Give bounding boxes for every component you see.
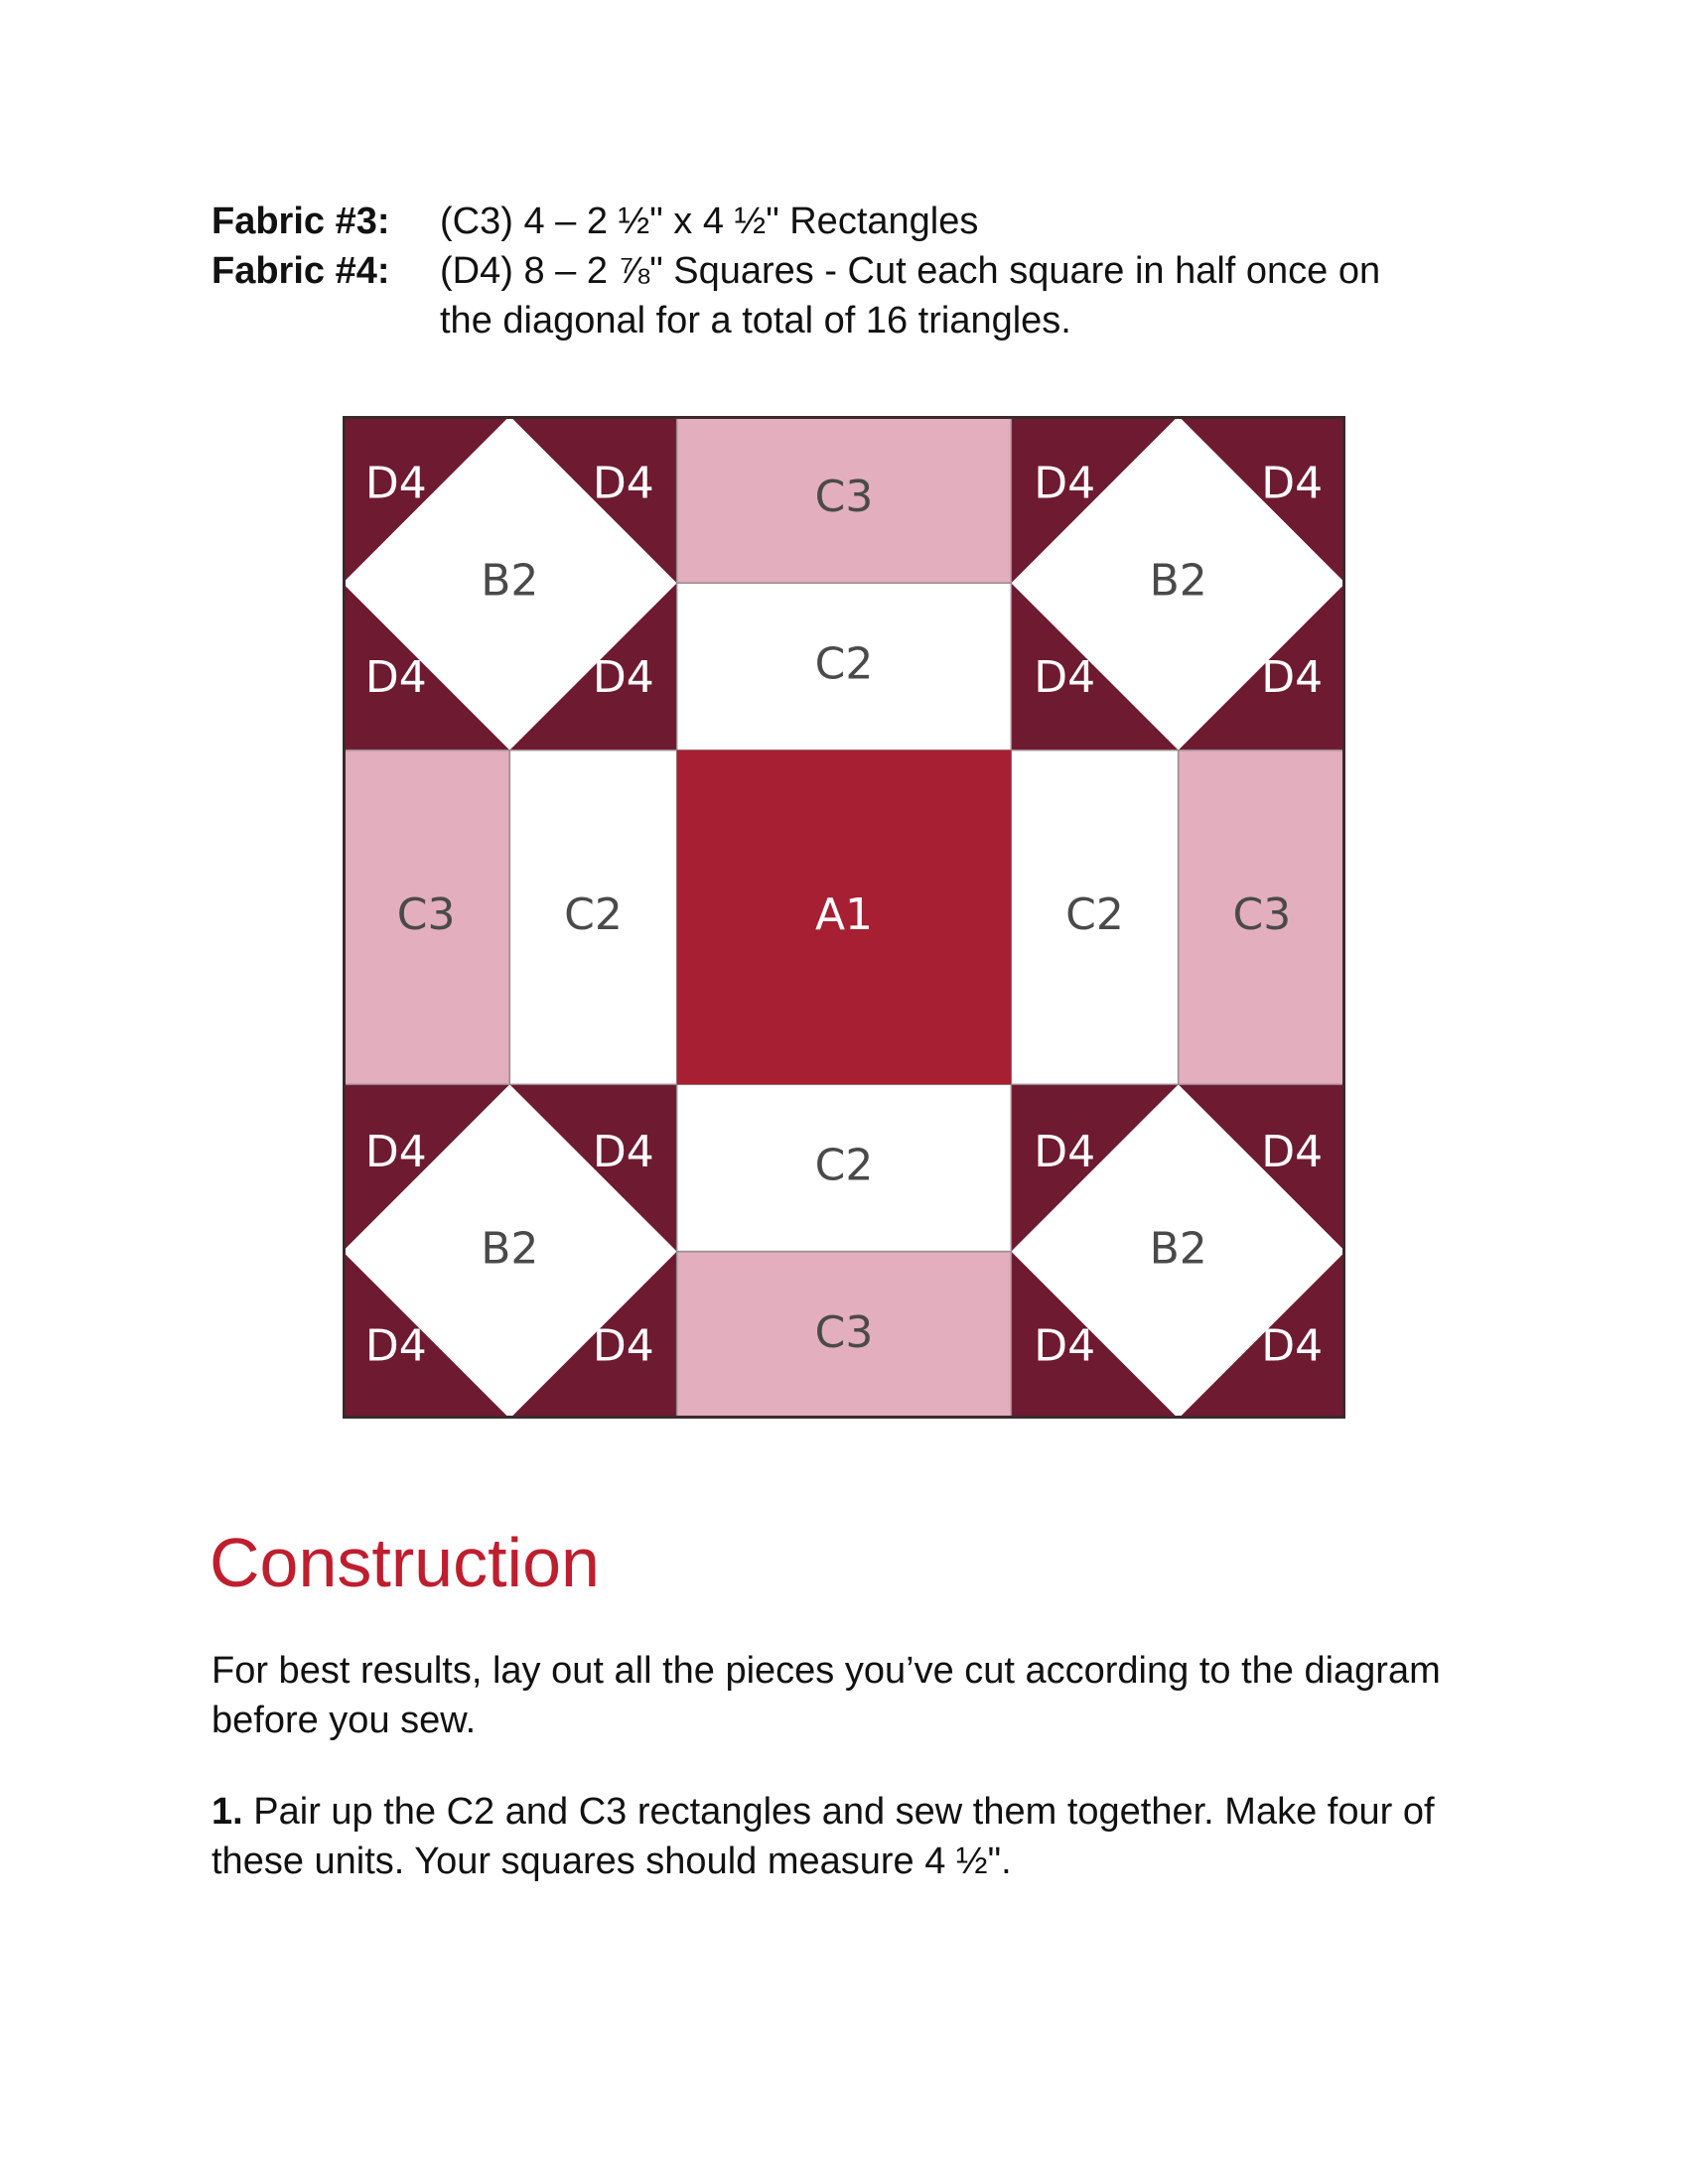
fabric-row-4 [211, 246, 1502, 345]
c2-label-top: C2 [814, 638, 874, 690]
d4-label: D4 [364, 1320, 427, 1372]
d4-label: D4 [364, 458, 427, 509]
d4-label: D4 [1261, 458, 1324, 509]
c3-label-left: C3 [396, 889, 456, 940]
c2-label-bottom: C2 [814, 1140, 874, 1191]
fabric-label: Fabric #3: [211, 201, 390, 242]
c2-label-right: C2 [1065, 889, 1124, 940]
c3-label-top: C3 [814, 472, 874, 523]
fabric-label: Fabric #4: [211, 250, 390, 292]
construction-intro: For best results, lay out all the pieces you’ve cut according to the diagram before you sew. [211, 1650, 1441, 1741]
c3-label-right: C3 [1232, 889, 1292, 940]
d4-label: D4 [1034, 651, 1096, 703]
b2-label: B2 [1149, 555, 1207, 607]
fabric-text-line: (D4) 8 – 2 ⅞" Squares - Cut each square in half once on [440, 250, 1381, 292]
d4-label: D4 [1261, 1320, 1324, 1372]
d4-label: D4 [1261, 1127, 1324, 1178]
fabric-list [211, 197, 1502, 345]
d4-label: D4 [1261, 651, 1324, 703]
b2-label: B2 [1149, 1223, 1207, 1275]
fabric-text-continuation: the diagonal for a total of 16 triangles. [440, 300, 1071, 341]
c2-label-left: C2 [564, 889, 623, 940]
d4-label: D4 [1034, 458, 1096, 509]
c3-label-bottom: C3 [814, 1306, 874, 1358]
quilt-block-diagram [343, 416, 1345, 1419]
b2-label: B2 [481, 1223, 539, 1275]
b2-label: B2 [481, 555, 539, 607]
d4-label: D4 [592, 458, 654, 509]
step-number: 1. [211, 1791, 243, 1833]
fabric-row-3 [211, 197, 1502, 246]
d4-label: D4 [592, 651, 654, 703]
d4-label: D4 [1034, 1320, 1096, 1372]
construction-heading: Construction [210, 1524, 600, 1601]
a1-label: A1 [814, 889, 874, 940]
d4-label: D4 [592, 1127, 654, 1178]
d4-label: D4 [592, 1320, 654, 1372]
d4-label: D4 [364, 651, 427, 703]
fabric-text: (C3) 4 – 2 ½" x 4 ½" Rectangles [440, 201, 979, 242]
construction-step-1 [211, 1787, 1502, 1886]
fabric-text [440, 246, 1502, 345]
d4-label: D4 [1034, 1127, 1096, 1178]
d4-label: D4 [364, 1127, 427, 1178]
step-text: Pair up the C2 and C3 rectangles and sew them together. Make four of these units. Your squares should measure 4 ½". [211, 1791, 1435, 1882]
